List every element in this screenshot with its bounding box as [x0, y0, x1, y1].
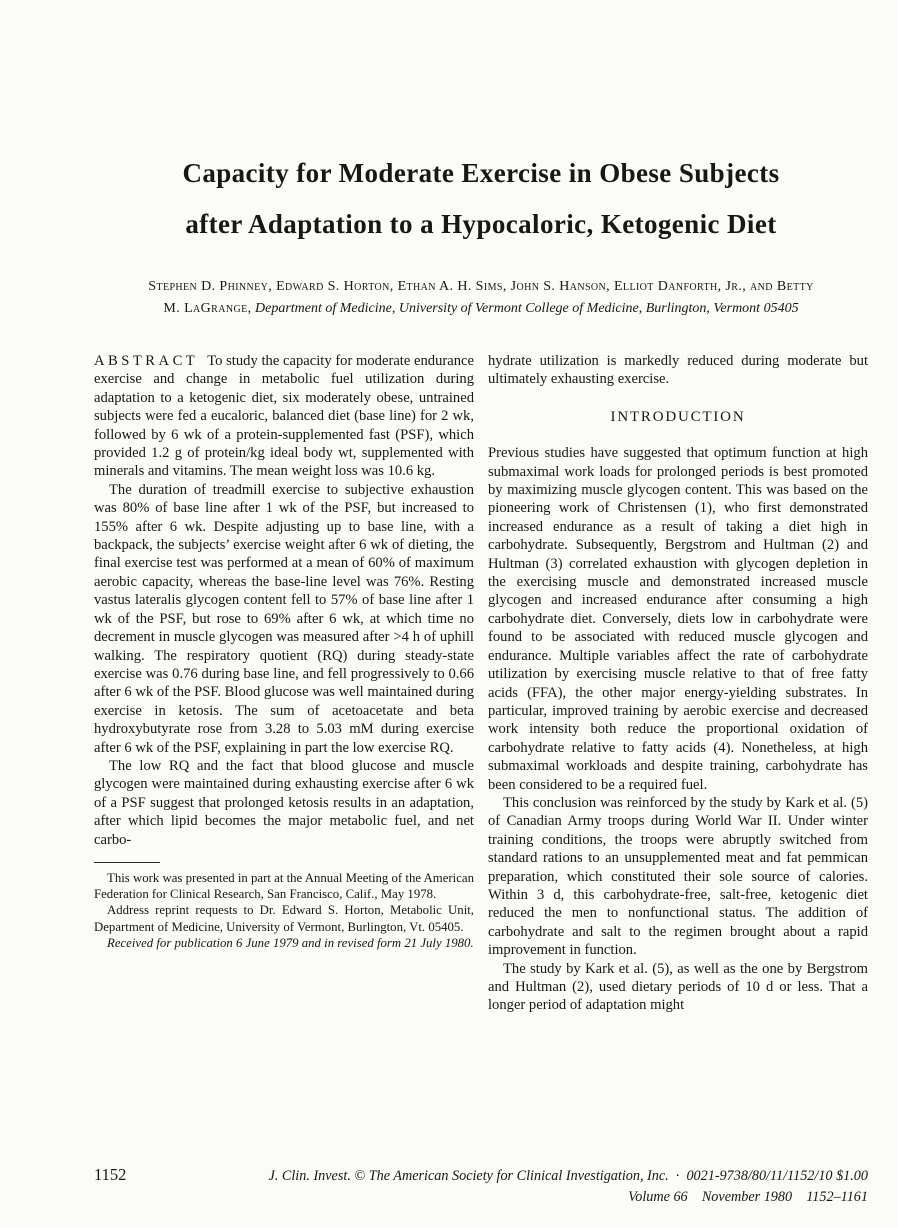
introduction-paragraph-1: Previous studies have suggested that optimum function at high submaximal work loads for prolonged periods is best promoted by maximizing muscle glycogen content. This was based on the pioneering work of Christensen (1), who first demonstrated increased endurance as a result of taking a diet high in carbohydrate. Subsequently, Bergstrom and Hultman (2) and Hultman (3) correlated exhaustion with glycogen depletion in the exercising muscle and demonstrated increased muscle glycogen and increased endurance after consuming a high carbohydrate diet. Conversely, diets low in carbohydrate were found to be associated with reduced muscle glycogen and endurance. Multiple variables affect the rate of carbohydrate utilization by exercising muscle relative to that of free fatty acids (FFA), the other major energy-yielding substrates. In particular, improved training by aerobic exercise and decreased work intensity both reduce the proportional oxidation of carbohydrate relative to fatty acids (4). Nonetheless, at high submaximal workloads and despite training, carbohydrate has been considered to be a required fuel. — [488, 445, 868, 793]
footnote-received: Received for publication 6 June 1979 and in revised form 21 July 1980. — [107, 935, 474, 950]
footnote-rule — [94, 862, 160, 863]
footnote-presented: This work was presented in part at the Annual Meeting of the American Federation for Clinical Research, San Francisco, Calif., May 1978. — [94, 870, 474, 902]
page-number: 1152 — [94, 1165, 127, 1184]
abstract-paragraph-3: The low RQ and the fact that blood glucose and muscle glycogen were maintained during exhausting exercise after 6 wk of a PSF suggest that prolonged ketosis results in an adaptation, after which lipid becomes the major metabolic fuel, and net carbo- — [94, 757, 474, 848]
two-column-body — [94, 352, 868, 1015]
left-column — [94, 352, 474, 1015]
introduction-heading: INTRODUCTION — [610, 408, 746, 425]
introduction-paragraph-3: The study by Kark et al. (5), as well as the one by Bergstrom and Hultman (2), used dietary periods of 10 d or less. That a longer period of adaptation might — [488, 960, 868, 1014]
author-affiliation: Department of Medicine, University of Vermont College of Medicine, Burlington, Vermont 05405 — [255, 301, 799, 316]
volume-issue-line: Volume 66 November 1980 1152–1161 — [628, 1189, 868, 1205]
paper-title — [94, 148, 868, 250]
right-column — [488, 352, 868, 1015]
footnote-block — [94, 862, 474, 951]
title-block — [94, 148, 868, 320]
paper-title-line-1: Capacity for Moderate Exercise in Obese Subjects — [182, 158, 780, 188]
author-names: Stephen D. Phinney, Edward S. Horton, Ethan A. H. Sims, John S. Hanson, Elliot Danforth, Jr., and Betty M. LaGrange, — [148, 279, 814, 316]
journal-copyright-line: J. Clin. Invest. © The American Society for Clinical Investigation, Inc. · 0021-9738/80/11/1152/10 $1.00 — [268, 1168, 868, 1184]
abstract-paragraph-2: The duration of treadmill exercise to subjective exhaustion was 80% of base line after 1 wk of the PSF, but increased to 155% after 6 wk. Despite adjusting up to base line, with a backpack, the subjects’ exercise weight after 6 wk of dieting, the final exercise test was performed at a mean of 60% of maximum aerobic capacity, whereas the base-line level was 76%. Resting vastus lateralis glycogen content fell to 57% of base line after 1 wk of the PSF, but rose to 69% after 6 wk, at which time no decrement in muscle glycogen was measured after >4 h of uphill walking. The respiratory quotient (RQ) during steady-state exercise was 0.76 during base line, and fell progressively to 0.66 after 6 wk of the PSF. Blood glucose was well maintained during exercise in ketosis. The sum of acetoacetate and beta hydroxybutyrate rose from 3.28 to 5.03 mM during exercise after 6 wk of the PSF, explaining in part the low exercise RQ. — [94, 481, 474, 756]
page-footer — [94, 1165, 868, 1206]
paper-title-line-2: after Adaptation to a Hypocaloric, Ketogenic Diet — [185, 209, 777, 239]
abstract-paragraph-1 — [94, 352, 474, 481]
author-block — [146, 276, 816, 320]
introduction-paragraph-2: This conclusion was reinforced by the study by Kark et al. (5) of Canadian Army troops during World War II. Under winter training conditions, the troops were abruptly switched from standard rations to an unsupplemented meat and fat pemmican preparation, which constituted their sole source of calories. Within 3 d, this carbohydrate-free, salt-free, ketogenic diet reduced the men to nonfunctional status. The addition of carbohydrate and salt to the regimen brought about a rapid improvement in function. — [488, 794, 868, 959]
footnote-reprints: Address reprint requests to Dr. Edward S. Horton, Metabolic Unit, Department of Medicine, University of Vermont, Burlington, Vt. 05405. — [94, 903, 474, 934]
abstract-paragraph-1-text: To study the capacity for moderate endurance exercise and change in metabolic fuel utilization during adaptation to a ketogenic diet, six moderately obese, untrained subjects were fed a eucaloric, balanced diet (base line) for 2 wk, followed by 6 wk of a protein-supplemented fast (PSF), which provided 1.2 g of protein/kg ideal body wt, supplemented with minerals and vitamins. The mean weight loss was 10.6 kg. — [94, 353, 474, 480]
abstract-continuation-paragraph: hydrate utilization is markedly reduced during moderate but ultimately exhausting exercise. — [488, 353, 868, 388]
footer-line-1 — [94, 1165, 868, 1185]
abstract-label: ABSTRACT — [94, 353, 199, 369]
